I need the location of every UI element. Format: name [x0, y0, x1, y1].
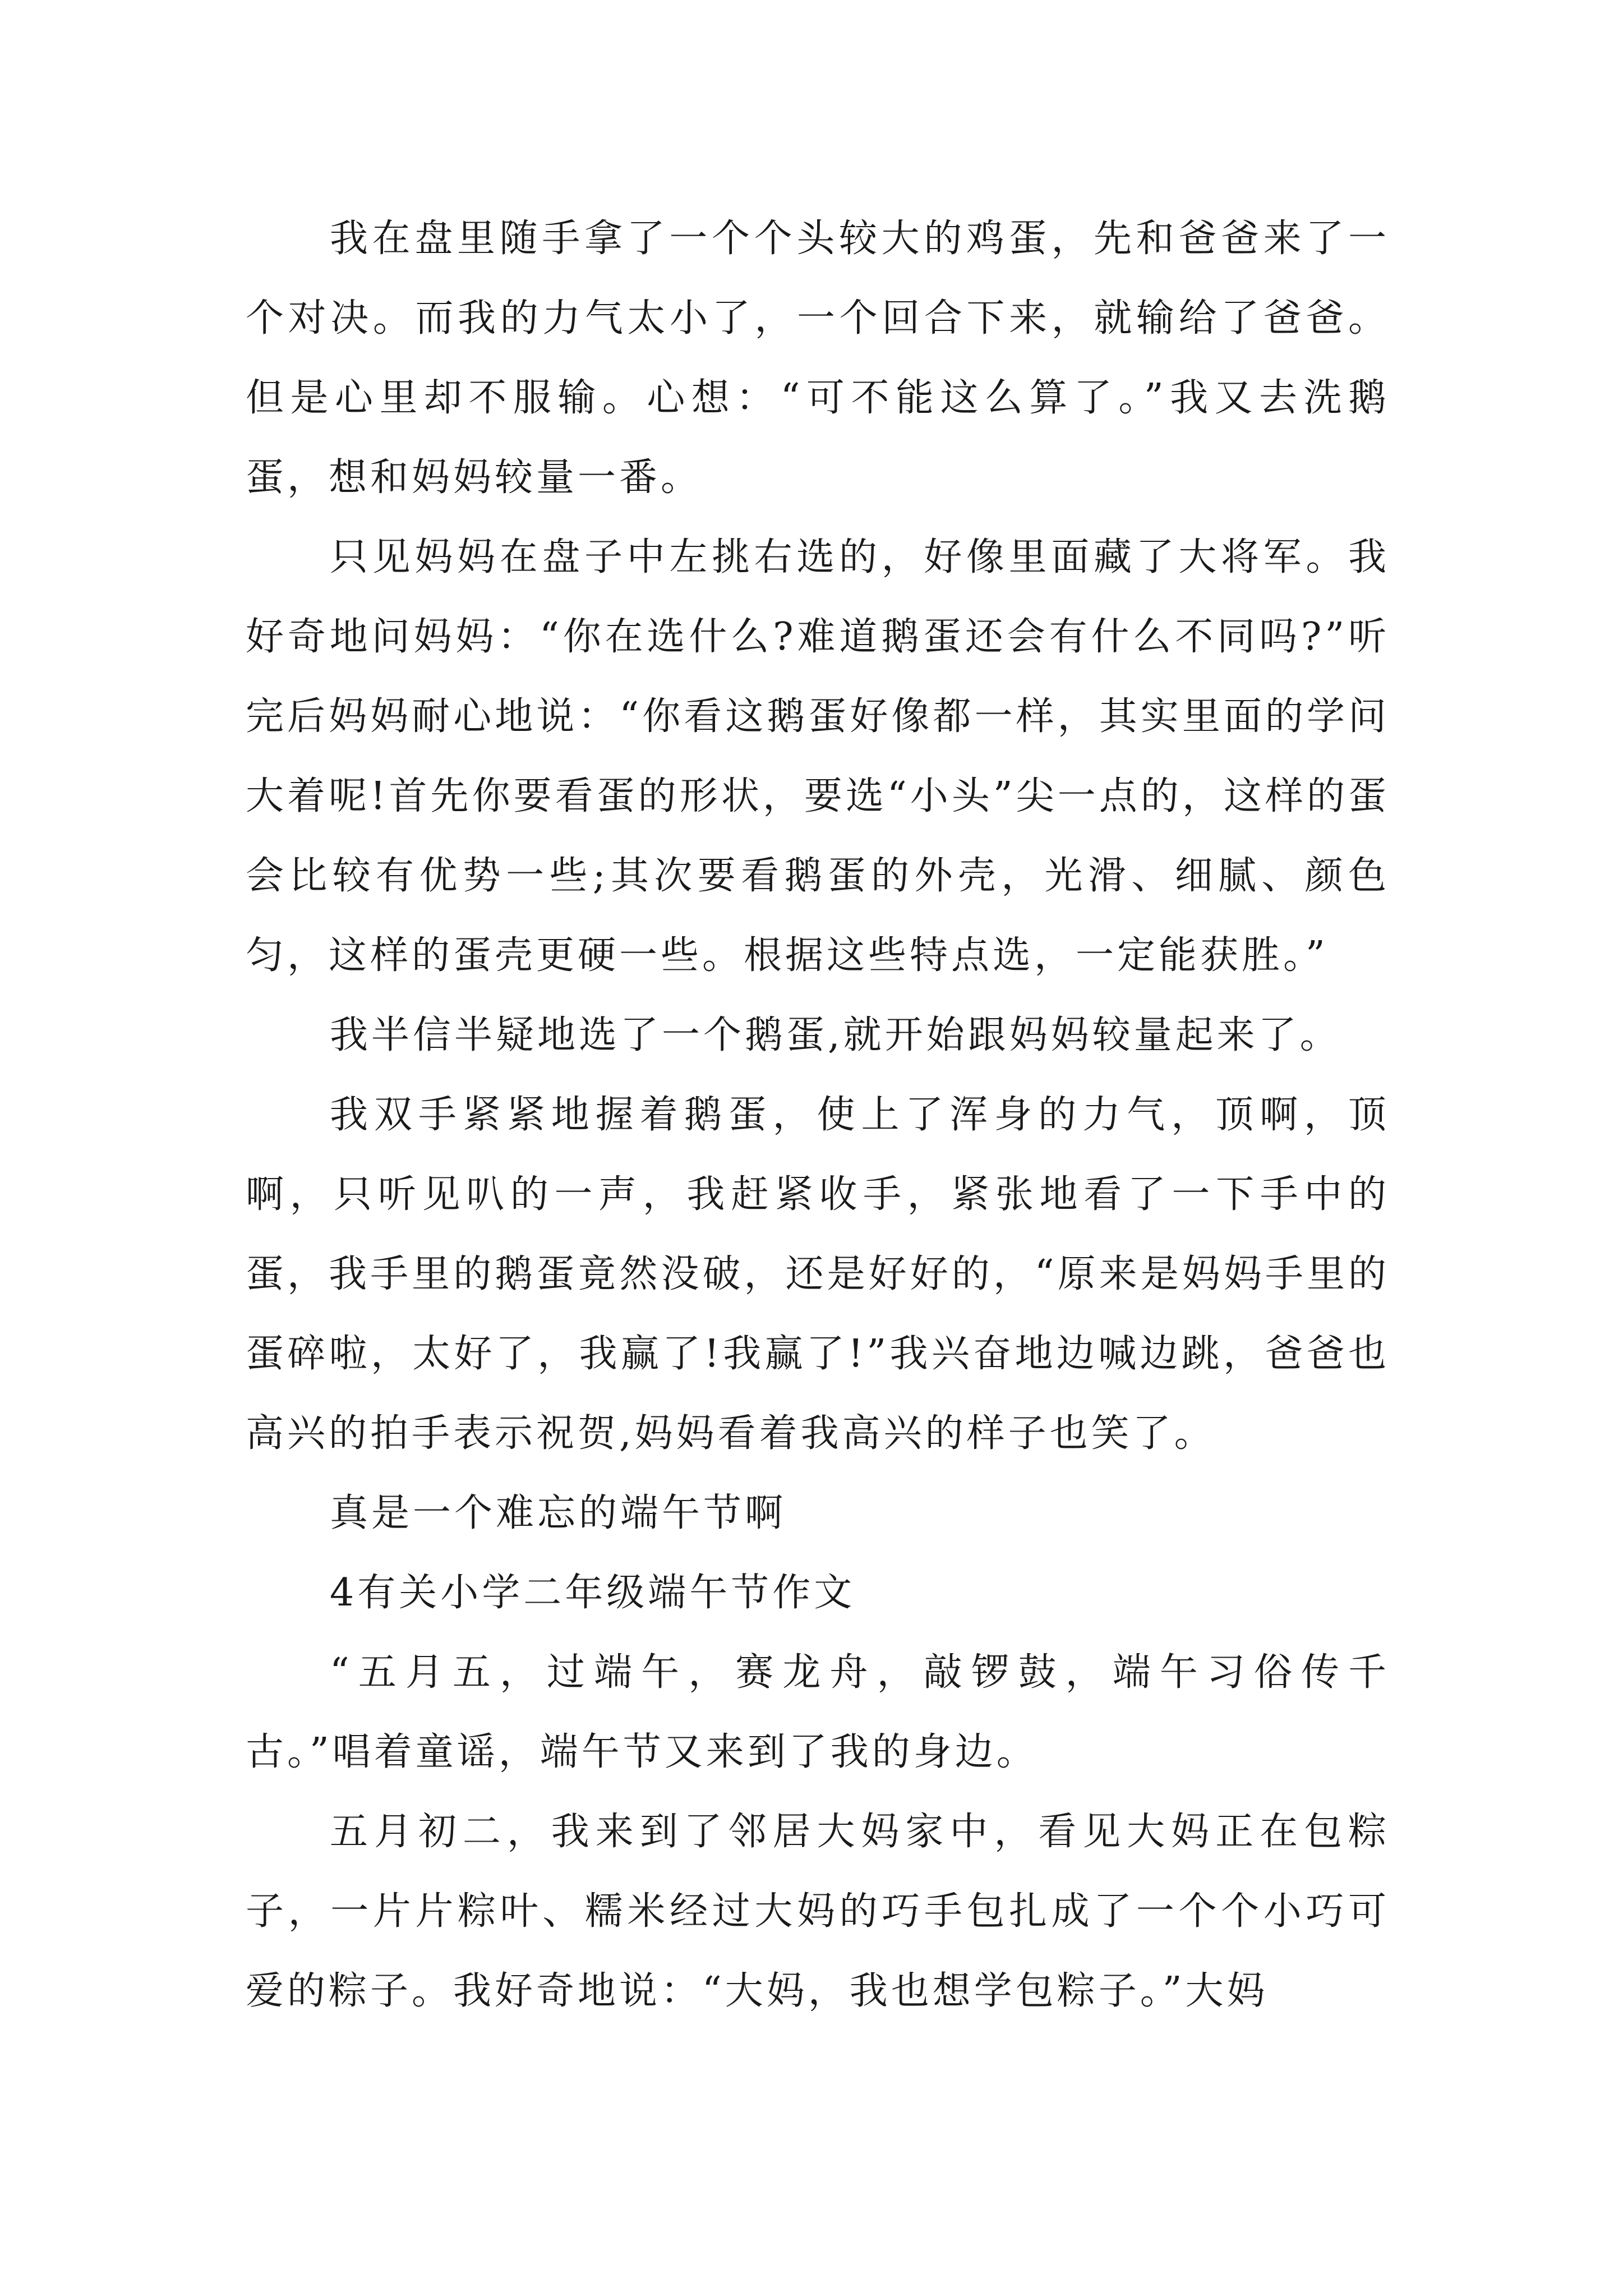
section-heading: 4有关小学二年级端午节作文 [330, 1571, 856, 1615]
paragraph-mom-picks-egg: 只见妈妈在盘子中左挑右选的，好像里面藏了大将军。我好奇地问妈妈：“你在选什么?难道鹅蛋还会有什么不同吗?”听完后妈妈耐心地说：“你看这鹅蛋好像都一样，其实里面的学问大着呢!首先你要看蛋的形状，要选“小头”尖一点的，这样的蛋会比较有优势一些;其次要看鹅蛋的外壳，光滑、细腻、颜色匀，这样的蛋壳更硬一些。根据这些特点选，一定能获胜。” [246, 535, 1390, 978]
paragraph-half-believing: 我半信半疑地选了一个鹅蛋,就开始跟妈妈较量起来了。 [330, 1013, 1341, 1057]
document-body [246, 199, 1390, 2031]
paragraph-egg-contest: 我双手紧紧地握着鹅蛋，使上了浑身的力气，顶啊，顶啊，只听见叭的一声，我赶紧收手，紧张地看了一下手中的蛋，我手里的鹅蛋竟然没破，还是好好的，“原来是妈妈手里的蛋碎啦，太好了，我赢了!我赢了!”我兴奋地边喊边跳，爸爸也高兴的拍手表示祝贺,妈妈看着我高兴的样子也笑了。 [246, 1093, 1390, 1456]
paragraph-egg-duel-with-dad: 我在盘里随手拿了一个个头较大的鸡蛋，先和爸爸来了一个对决。而我的力气太小了，一个回合下来，就输给了爸爸。但是心里却不服输。心想：“可不能这么算了。”我又去洗鹅蛋，想和妈妈较量一番。 [246, 217, 1390, 500]
paragraph-nursery-rhyme: “五月五，过端午，赛龙舟，敲锣鼓，端午习俗传千古。”唱着童谣，端午节又来到了我的身边。 [246, 1650, 1390, 1774]
paragraph-zongzi-making: 五月初二，我来到了邻居大妈家中，看见大妈正在包粽子，一片片粽叶、糯米经过大妈的巧手包扎成了一个个小巧可爱的粽子。我好奇地说：“大妈，我也想学包粽子。”大妈 [246, 1810, 1390, 2013]
paragraph-memorable-festival: 真是一个难忘的端午节啊 [330, 1491, 787, 1535]
